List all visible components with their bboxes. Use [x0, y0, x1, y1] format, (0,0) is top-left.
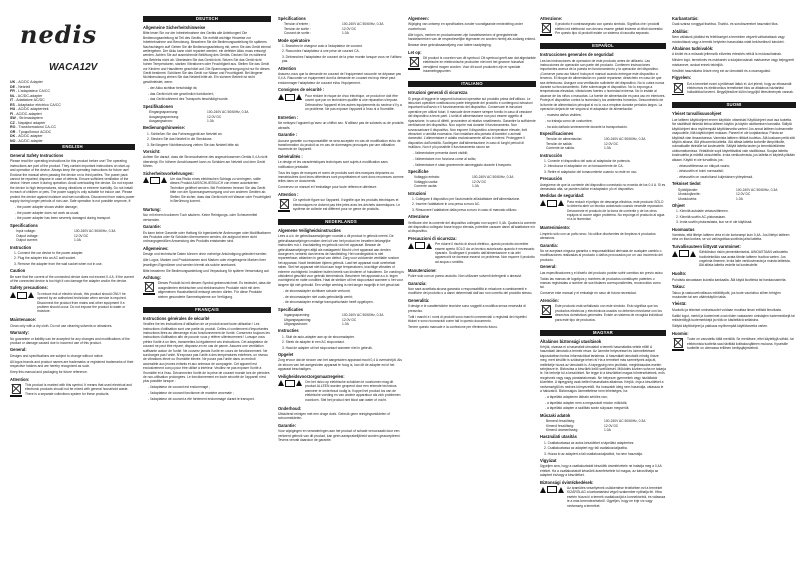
bullet: - a tápellátó adapter a szállítás során súlyosan megsérült.	[545, 406, 630, 411]
spec-row: Tensión de salida: 12.0V DC	[546, 141, 619, 146]
step: 3. Rimuovere l'adattatore dalla presa a muro in caso di mancato utilizzo.	[412, 207, 518, 212]
paragraph: Varmista, että liitetyn laitteen virta ei ole korkeampi kuin 0,4A. Jos liitetyn laitteen virta on liian korkea, se voi vahingoittaa sovitinta ja/tai laitetta.	[672, 233, 790, 242]
spec-row: Corrente uscita: 1.0A	[414, 184, 479, 189]
section-banner-magyar: MAGYAR	[540, 330, 666, 336]
weee-bin-icon	[672, 337, 684, 351]
paragraph: Per ridurre il rischio di shock elettrico, questo prodotto dovrebbe essere aperto SOLO da un tecnico autorizzato quando è necessario ripararlo. Scollegare il prodotto dall'alimentazione e da altri apparecchi se dovesse esserci un problema. Non esporre il prodotto ad acqua o umidità.	[435, 242, 535, 264]
spec-row: Uitgangsstroom: 1.0A	[284, 321, 349, 326]
step: 1. Sluit de auto-adapter aan op de stroomadapter.	[282, 334, 355, 339]
paragraph: Si prega di leggere le seguenti istruzioni operative sul prodotto prima dell'utilizzo. Le istruzioni operative costituiscono parte integrante del prodotto e contengono istruzioni importanti sull'avvio e il funzionamento del dispositivo. Conservare le istruzioni operative per utilizzi futuri. Il manuale deve essere sempre fornito in caso di cessione del dispositivo a terze parti. L'unità di alimentazione non può essere oggetto di riparazione; in caso di difetti, provvedere al relativo smaltimento. Garantire la sufficiente ventilazione del dispositivo. Non coprire mai durante il funzionamento. Non sovraccaricare il dispositivo. Non esporre il dispositivo a temperature elevate, forti vibrazioni o umidità eccessiva. Non installare alla portata di bambini o animali domestici. L'alimentatore è adatto esclusivamente all'uso in interni. Proteggere il dispositivo dall'umidità. Scollegare dall'alimentazione in caso di lunghi periodi di inutilizzo. Non è più possibile il funzionamento sicuro se:	[408, 96, 536, 150]
spec-row: Voltaggio entrata: 100-240V AC 50/60Hz, 0.3A	[414, 175, 514, 180]
heading: Onderhoud:	[278, 405, 302, 411]
heading: Especificaciones	[540, 130, 574, 136]
heading: Algemeen:	[408, 16, 429, 21]
step: 1. Conecte el dispositivo del auto al adaptador de potencia.	[544, 158, 631, 163]
section-banner-deutsch: DEUTSCH	[143, 16, 271, 22]
paragraph: Non sarà accettata alcuna garanzia o responsabilità in relazione a cambiamenti e modifiche del prodotto o a danni determinati dall'uso non corretto del prodotto stesso.	[408, 287, 533, 296]
heading: Precaución	[540, 176, 563, 182]
paragraph: Achten Sie darauf, dass die Stromaufnahme des angeschlossenen Geräts 0,4 A nicht übersteigt. Ein höherer Anschlusswert kann zu Schäden am Netzteil und dem Gerät führen.	[143, 155, 268, 169]
heading: Huomio:	[672, 330, 689, 336]
step: 1. Kiinnitä autolaite virtasovittimeen.	[676, 209, 729, 214]
heading: Consignes de sécurité :	[278, 87, 325, 93]
heading: Ohjeet	[672, 202, 685, 208]
paragraph: Tous les logos de marques et noms de produits sont des marques déposées ou immatriculées dont leurs détenteurs sont propriétaires et sont donc reconnues comme telles dans ce documents.	[278, 170, 404, 184]
paragraph: Aucune garantie ou responsabilité ne sera acceptée en cas de modification et/ou de transformation du produit ou en cas de dommages provoqués par une utilisation incorrecte de l'appareil.	[278, 138, 401, 152]
column-english	[10, 142, 135, 398]
paragraph: Csak száraz ronggyal tisztítsa. Tisztító- és súrolószereket használni tilos.	[672, 22, 779, 27]
heading: Yleistä:	[672, 301, 687, 307]
step: 1. Collegare il dispositivo per l'automobile all'adattatore dell'alimentazione.	[412, 196, 521, 201]
step: 3. Bei längerer Nichtbenutzung ziehen Sie das Netzteil bitte ab.	[147, 142, 240, 147]
paragraph: Alle Logos, Marken und Produktnamen sind Marken oder eingetragene Marken ihrer jeweiligen Eigentümer und werden hiermit als solche anerkannt.	[143, 258, 266, 267]
heading: Specificaties	[278, 306, 304, 312]
step: 2. Inserire l'adattatore in una presa a muro AC.	[412, 202, 481, 207]
language-item: GR - Τροφοδοτικό AC/DC	[10, 129, 52, 134]
step: 3. Irrota sovitin pistorasiasta, kun se ei ole käytössä.	[676, 220, 753, 225]
bullet: - de stroomadapter zichtbare schade vertoont;	[283, 288, 351, 293]
bullet: - virtasovitin ei toimi normaalisti;	[677, 169, 724, 174]
heading: Instruction	[10, 244, 32, 250]
heading: Garantie:	[143, 224, 161, 230]
paragraph: Nem vállalunk jótállást és felelősséget a terméken végzett változtatások vagy módosítások vagy a termék helytelen használata miatt bekövetkező károkért.	[672, 35, 785, 44]
section-banner-francais: FRANÇAIS	[143, 307, 271, 313]
heading: Attenzione	[408, 214, 429, 220]
heading: Warranty:	[10, 330, 29, 336]
paragraph: Pulire solo con un panno asciutto. Non utilizzare solventi detergenti o abrasivi.	[408, 274, 522, 279]
heading: Generalità:	[408, 297, 430, 303]
spec-row: Bemenő feszültség: 100-240V AC 50/60Hz, 0.3A	[546, 419, 646, 424]
paragraph: Assurez-vous que la demande en courant de l'équipement raccordé ne dépasse pas 0,4 A. Raccorder un équipement dont la demande en courant est trop élevé peut endommager l'adaptateur de courant et/ou l'équipement.	[278, 72, 402, 85]
spec-row: Syöttöjännite: 100-240V AC 50/60Hz, 0.3A	[678, 187, 778, 192]
weee-bin-icon	[672, 82, 684, 96]
weee-bin-icon	[408, 56, 420, 70]
section-banner-espanol: ESPAÑOL	[540, 43, 666, 49]
bullet: - der Akku sichtbar beschädigt ist;	[148, 85, 198, 90]
heading: Használati utasítás	[540, 434, 577, 440]
paragraph: Későbbi használatra őrizze meg ezt az útmutatót és a csomagolást.	[672, 68, 771, 73]
section-banner-suomi: SUOMI	[672, 102, 796, 108]
bullet: - l'adaptateur de courant fonctionne de manière anormale ;	[148, 391, 234, 396]
paragraph: Es kann keine Garantie oder Haftung für irgendwelche Änderungen oder Modifikationen des Produkts oder für Schäden übernommen werden, die aufgrund einer nicht ordnungsgemäßen Anwendung des Produkts entstanden sind.	[143, 230, 271, 244]
step: 1. Connect the car device to the power adapter.	[14, 250, 84, 255]
heading: Istruzioni generali di sicurezza	[408, 90, 468, 96]
language-item: RO - Transformatorul CA-CC	[10, 125, 57, 129]
heading: Sicherheitsvorkehrungen:	[143, 170, 194, 176]
heading: Atención:	[540, 297, 559, 303]
section-banner-italiano: ITALIANO	[408, 81, 536, 87]
electric-warning-icon	[672, 250, 696, 257]
paragraph: Kaikki logot, merkit ja tuotenimet ovat niiden vastaavien omistajien tuotemerkkejä tai rekisteröityjä tuotemerkkejä ja niitä on käsiteltävä sellaisina.	[672, 313, 795, 323]
electric-warning-icon	[408, 242, 432, 249]
column-francais-nederlands	[278, 14, 404, 444]
paragraph: Um das Risiko eines elektrischen Schlags zu verringern, sollte dieses Produkt AUSSCHLIESSLICH von einem autorisierten Techniker geöffnet werden. Bei Problemen trennen Sie das Gerät bitte von der Spannungsversorgung und von anderen Geräten ab. Stellen Sie sicher, dass das Gerät nicht mit Wasser oder Feuchtigkeit in Berührung kommt.	[170, 176, 271, 203]
paragraph: Minden logó, terméknév és márkanév a tulajdonosának márkaneve vagy bejegyzett márkaneve, azokat ennek tekintjük.	[672, 58, 794, 67]
column-deutsch	[143, 14, 271, 402]
language-item: ES - Adaptador eléctrico CA/CC	[10, 102, 61, 107]
heading: Instrucción	[540, 152, 563, 158]
spec-row: Tensión de alimentación: 100-240V AC 50/60Hz, 0.3A	[546, 137, 646, 142]
heading: Istruzioni	[408, 190, 427, 196]
spec-row: Ulostulovirta: 1.0A	[678, 196, 743, 201]
paragraph: Dit product is voorzien van dit symbool. Dit symbool geeft aan dat afgedankte elektrische en elektronische producten niet met het gewone huisafval verwijderd mogen worden. Voor dit soort producten zijn er speciale inzamelingspunten.	[423, 56, 536, 74]
bullet: - l'alimentatore non funziona come al solito;	[413, 156, 477, 161]
step: 2. Csatlakoztassa az adaptert egy fali csatlakozóaljzatba.	[544, 446, 628, 451]
heading: Műszaki adatok	[540, 412, 571, 418]
bullet: - das Gerät nicht wie gewöhnlich funktioniert;	[148, 91, 214, 96]
heading: Tekniset tiedot	[672, 181, 701, 187]
electric-warning-icon	[540, 486, 564, 493]
electric-warning-icon	[10, 292, 34, 299]
heading: Vigyázat	[540, 458, 557, 464]
heading: Specifications	[10, 222, 38, 228]
heading: Maintenance:	[10, 317, 37, 323]
heading: Allgemeine Sicherheitshinweise	[143, 25, 206, 30]
heading: Algemene Veiligheidsinstructies	[278, 228, 341, 233]
language-item: UK - AC/DC Adapter	[10, 80, 43, 84]
electric-warning-icon	[143, 177, 167, 184]
bullet: - de stroomadapter niet zoals gebruikelijk werkt;	[283, 294, 353, 299]
electric-warning-icon	[278, 94, 302, 101]
language-item: IT - Adattatore AC/DC	[10, 98, 45, 102]
paragraph: To reduce risk of electric shock, this product should ONLY be opened by an authorized technician when service is required. Disconnect the product from mains and other equipment if a problem should occur. Do not expose the product to water or moisture.	[37, 291, 127, 314]
heading: Attention :	[278, 191, 299, 197]
electric-warning-icon	[540, 200, 564, 207]
spec-row: Tension d'entrée : 100-240V AC 50/60Hz, 0.3A	[284, 22, 384, 27]
heading: Turvallisuuteen liittyvät varotoimet:	[672, 243, 741, 249]
paragraph: Tutti i marchi e i nomi di prodotti sono marchi commerciali o registrati dei rispettivi titolari e sono riconosciuti come tali in questo documento.	[408, 314, 527, 324]
step: 2. Stecken Sie das Netzteil in die Steckdose.	[147, 137, 213, 142]
paragraph: Säilytä käyttöohjeet ja pakkaus myöhempää käyttötarvetta varten.	[672, 324, 769, 329]
heading: Bedienungshinweise:	[143, 125, 186, 131]
bullet: - ha sido dañado severamente durante la transportación.	[545, 124, 628, 129]
heading: Allgemeines:	[143, 245, 169, 251]
paragraph: No se aceptará ninguna garantía o responsabilidad derivada de cualquier cambio o modificaciones realizadas al producto o daños provocados por un uso incorrecto del producto.	[540, 249, 663, 262]
column-nederlands-italiano	[408, 14, 536, 331]
paragraph: Este producto está señalizado con este símbolo. Esto significa que los productos eléctricos y electrónicos usados no deberán mezclarse con los desechos domésticos generales. Existe un sistema de recogida individual para este tipo de productos.	[555, 304, 663, 322]
bullet: - l'alimentatore è stato gravemente danneggiato durante il trasporto.	[413, 162, 513, 167]
paragraph: Para reducir el peligro de descarga eléctrica, este producto SÓLO lo debería abrir un técnico autorizado cuando necesite reparación. Desconecte el producto de la toma de corriente y de los otros equipos si ocurre algún problema. No exponga el producto al agua ni a la humedad.	[567, 199, 665, 222]
paragraph: Verificare che la corrente del dispositivo collegato non superi i 0,4A. Qualora la corrente del dispositivo collegato fosse troppo elevata, potrebbe causare danni all'adattatore e/o al dispositivo.	[408, 220, 536, 234]
step: 3. Haal de adapter uit het stopcontact wanneer niet in gebruik.	[282, 345, 373, 350]
heading: Garantía:	[540, 242, 558, 248]
heading: Garantie :	[278, 132, 298, 138]
heading: Attention:	[10, 376, 30, 382]
section-banner-english: ENGLISH	[10, 144, 135, 150]
heading: Instructions générales de sécurité	[143, 315, 210, 321]
column-espanol	[540, 14, 666, 510]
spec-row: Ingangsspanning: 100-240V AC 50/60Hz, 0.3A	[284, 313, 384, 318]
heading: Yleiset turvallisuusohjeet	[672, 111, 722, 117]
paragraph: Todas las marcas de logotipos y nombres de productos constituyen patentes o marcas registradas a nombre de sus titulares correspondientes, reconocidos como tal.	[540, 276, 661, 290]
paragraph: Dieses Produkt ist mit diesem Symbol gekennzeichnet. Es bedeutet, dass die ausgedienten elektrischen und elektronischen Produkte nicht mit dem allgemeinen Haushaltsmüll entsorgt werden dürfen. Für diese Produkte stehen gesonderte Sammelsysteme zur Verfügung.	[158, 281, 271, 299]
heading: Precauzioni di sicurezza:	[408, 235, 457, 241]
bullet: - l'adaptateur de courant est endommagé ;	[148, 385, 211, 390]
paragraph: Ügyeljen arra, hogy a csatlakoztatott készülék áramfelvétele ne haladja meg a 0,4A értéket. Ha a csatlakoztatott készülék áramfelvétele túl magas, az károsíthatja az adaptert és/vagy a készüléket.	[540, 464, 662, 478]
heading: Mode opératoire	[278, 37, 310, 43]
paragraph: A kivitel és a műszaki jellemzők előzetes értesítés nélkül is módosulhatnak.	[672, 52, 782, 57]
bullet: - the power adapter has been severely damaged during transport.	[15, 216, 111, 221]
spec-row: Input voltage: 100-240V AC 50/60Hz, 0.3A	[16, 229, 116, 234]
heading: Spezifikationen	[143, 103, 174, 109]
paragraph: Alle logo's, merken en productnamen zijn handelsmerken of geregistreerde handelsmerken van de respectievelijke eigenaren en worden hierbij als zodanig erkend.	[408, 32, 536, 42]
heading: Mantenimiento:	[540, 225, 571, 231]
heading: Jótállás:	[672, 28, 689, 34]
weee-bin-icon	[143, 281, 155, 295]
spec-row: Output current: 1.0A	[16, 238, 81, 243]
step: 1. Branchez le chargeur auto à l'adaptateur de courant.	[282, 44, 363, 49]
spec-row: Uitgangsspanning: 12.0V DC	[284, 317, 357, 322]
spec-row: Ausgangsstrom: 1.0A	[149, 118, 214, 123]
weee-bin-icon	[278, 198, 290, 212]
paragraph: Design und technische Daten können ohne vorherige Ankündigung geändert werden.	[143, 252, 268, 257]
heading: General:	[10, 347, 27, 353]
heading: Entretien :	[278, 114, 299, 120]
paragraph: Lees a.u.b. de gebruiksaanwijzingen voordat u dit product in gebruik neemt. De gebruiksaanwijzingen maken deel uit van het product en bevatten belangrijke instructies m.b.t. inschakeling en gebruik van het apparaat. Bewaar de gebruiksaanwijzingen altijd als naslagwerk! Mocht u het apparaat aan derden doorgeven, verstrek dan tevens de handleiding. Het voedingsblok is niet repareerbaar; afdanken in geval van defect. Zorg voor voldoende ventilatie rondom het apparaat. Nooit bedekken tijdens gebruik. Laat het apparaat nooit overbelast raken. Stel het apparaat niet bloot aan hoge temperaturen, krachtige vibraties of extreme vochtigheid. Installeer buiten bereik van kinderen of huisdieren. De voeding is uitsluitend geschikt voor gebruik binnenshuis. Bescherm het apparaat a.u.b. tegen vochtigheid en natte condities. Haal de stekker uit het stopcontact wanneer u het voor langere tijd niet gebruikt. Een veilige werking is niet langer mogelijk in het geval dat:	[278, 234, 404, 287]
heading: Attenzione:	[540, 16, 563, 21]
paragraph: Las especificaciones y el diseño del producto podrán sufrir cambios sin previo aviso.	[540, 270, 664, 275]
paragraph: Il prodotto è contrassegnato con questo simbolo. Significa che i prodotti elettrici ed elettronici non devono essere gettati insieme ai rifiuti domestici. Per questo tipo di prodotti esiste un sistema di raccolta separato.	[555, 22, 664, 36]
paragraph: Conservez ce manuel et l'emballage pour toute référence ultérieure.	[278, 185, 378, 190]
heading: Karbantartás:	[672, 16, 699, 21]
step: 3. Húzza ki az adaptert a fali csatlakozóaljzatból, ha nem használja.	[544, 451, 643, 456]
paragraph: Ezt a terméket ezzel a jelöléssel láttuk el. Azt jelenti, hogy az elhasznált elektromos és elektronikus termékeket tilos az általános háztartási hulladékkal keverni. Begyűjtésükre külön begyűjtő létesítmények vannak.	[687, 81, 794, 95]
weee-bin-icon	[540, 22, 552, 36]
paragraph: Uitsluitend reinigen met een droge doek. Gebruik geen reinigingsmiddelen of schuurmiddelen.	[278, 412, 390, 421]
model-number: WACA12V	[49, 62, 98, 73]
heading: Instructies	[278, 328, 299, 334]
paragraph: Ce symbole figure sur l'appareil. Il signifie que les produits électriques et électroniques ne doivent pas être jetés avec les déchets domestiques. Le système de collecte est différent pour ce genre de produits.	[293, 198, 401, 211]
heading: General:	[540, 264, 557, 270]
heading: Opgelet	[278, 351, 294, 357]
bullet: - l'adaptateur de courant a été fortement endommagé durant le transport.	[148, 396, 255, 401]
step: 3. Débranchez l'adaptateur de courant de la prise murale lorsque vous ne l'utilisez pas.	[282, 54, 402, 64]
paragraph: Límpielo sólo con un paño seco. No utilice disolventes de limpieza ni productos abrasivos.	[540, 231, 656, 241]
paragraph: Lue laitteen käyttöohjeet ennen käyttöön ottamista! Käyttöohjeet ovat osa tuotetta. Ne sisältävät tärkeää tietoa laitteen käytön ja käytön aloittamisen kannalta. Säilytä käyttöohjeet aina myöhempää käyttötarvetta varten! Jos annat laitteen kolmannelle osapuolelle, liitä käyttöohjeet mukaan. Paneeli ei ole korjattavissa. Poista se käytöstä vian ilmaantuessa. Varmista laitteen riittävä tuuletus. Älä koskaan peitä sitä käytön aikana. Älä ylikuormita laitetta. Älä altista laitetta korkeille lämpötiloille, voimakkaille tärinälle tai kosteudelle. Säilytä laitetta lasten ja lemmikkieläinten ulottumattomissa. Virtalähde sopii käytettäväksi vain sisätiloissa. Suojaa laitetta kosteudelta ja märiltä olosuhteilta. Irrota verkkovirrasta, jos laitetta ei käytetä pitkään aikaan. Käyttö ei ole turvallista, jos:	[672, 117, 795, 162]
bullet: - l'alimentatore presenta danni visibili;	[413, 151, 468, 156]
step: 2. Kiinnitä sovitin AC-pistorasiaan.	[676, 214, 726, 219]
heading: Wartung:	[143, 207, 161, 212]
heading: Garanzia:	[408, 280, 427, 286]
bullet: - no trabaja como de costumbre;	[545, 118, 593, 123]
paragraph: Conserve este manual y el embalaje en caso de futura necesidad.	[540, 291, 637, 296]
paragraph: Kérjük, olvassa el a használati útmutatót a termék használatba vétele előtt! A használati útmutató a termék része. Az üzembe helyezéssel és üzemeltetéssel kapcsolatban fontos információkat tartalmaz. A használati útmutatót mindig őrizze meg, mert később is szüksége lehet rá! Ha a terméket más személynek adja át, mellékelje hozzá az útmutatót is. A tápegység nem javítható, meghibásodás esetén selejtezze le. Biztosítsa a készülék kellő szellőzését. Működés közben soha ne takarja le. Ne terhelje túl a készüléket. Ne tegye ki a készüléket magas hőmérsékletnek, erős rezgésnek vagy nagy páratartalomnak. Ne helyezze gyermekek vagy háziállatok közelébe. A tápegység csak beltéri használatra alkalmas. Kérjük, óvja a készüléket a nedvességtől és nedves környezettől. Ha hosszabb ideig nem használja, válassza le a hálózatról. Biztonságos üzemeltetése nem lehetséges, ha:	[540, 344, 666, 393]
spec-row: Eingangsspannung: 100-240V AC 50/60Hz, 0.3A	[149, 110, 249, 115]
heading: Achtung:	[143, 275, 161, 281]
paragraph: Lea las instrucciones de operación de este producto antes de utilizarlo. Las instrucciones de operación son parte del producto. Contienen instrucciones importantes acerca de la puesta en funcionamiento y la operación del dispositivo. ¡Conserve para uso futuro! Incluya el manual cuando entregue este dispositivo a terceros. El bloque de alimentación no puede repararse; deséchelo en caso de que sea defectuoso. Asegure una ventilación suficiente del dispositivo. No lo cubra nunca durante su funcionamiento. Evite sobrecargar el dispositivo. No lo exponga a temperaturas elevadas, vibraciones fuertes o humedad extrema. No lo instale al alcance de los niños o mascotas. La fuente de alimentación es para uso en interiores. Proteja el dispositivo contra la humedad y los ambientes húmedos. Desconéctelo de la fuente de alimentación principal si no lo va a emplear durante periodos largos. La operación dejará de ser segura si el adaptador de alimentación:	[540, 58, 666, 112]
bullet: - virtasovitin on vaurioitunut kuljetuksen yhteydessä.	[677, 174, 754, 179]
step: 2. Steek de adapter in een AC stopcontact.	[282, 340, 345, 345]
paragraph: Bitte bewahren Sie Bedienungsanleitung und Verpackung für spätere Verwendung auf.	[143, 268, 270, 273]
language-item: CZ - Napájecí adaptér	[10, 120, 46, 125]
column-magyar-suomi	[672, 14, 796, 352]
language-item: FI - AC/DC-adapteri	[10, 111, 42, 116]
paragraph: Az áramütés veszélyének csökkentése érdekében ezt a terméket KIZÁRÓLAG a karbantartást végző szakember nyithatja fel. Hiba esetén húzza ki a termék csatlakozóját a konnektorból, és válassza le a más berendezésekről. Ügyeljen, hogy ne érje víz vagy nedvesség a terméket.	[567, 486, 666, 508]
language-item: NL - AC/DC-adapter	[10, 93, 43, 98]
bullet: - a tápellátó adapteren látható sérülés van;	[545, 394, 608, 399]
language-item: SW - Strömadaptern	[10, 116, 43, 120]
spec-row: Voltaggio uscita: 12.0V DC	[414, 179, 487, 184]
heading: General Safety Instructions	[10, 153, 64, 158]
bullet: - muestra daños visibles;	[545, 113, 582, 118]
heading: Let op:	[408, 49, 422, 55]
spec-row: Ulostulojännite: 12.0V DC	[678, 192, 751, 197]
paragraph: Bitte lesen Sie vor der Inbetriebnahme des Geräts alle Anleitungen! Die Bedienungsanleitung ist Teil des Geräts. Sie enthält wichtige Hinweise zur Inbetriebnahme und Benutzung. Bewahren Sie die Bedienungsanleitung für späteres Nachschlagen auf! Geben Sie die Bedienungsanleitung mit, wenn Sie das Gerät einmal weitergeben. Der Akku kann nicht repariert werden, ein defekter Akku muss entsorgt werden. Achten Sie auf ausreichende Belüftung des Geräts. Decken Sie es während des Betriebs nicht ab. Überlasten Sie das Gerät nicht. Setzen Sie das Gerät nicht hohen Temperaturen, starken Vibrationen oder Feuchtigkeit aus. Stellen Sie das Gerät vor Kindern und Haustieren geschützt auf. Die Spannungsversorgung ist nur für dieses Gerät bestimmt. Schützen Sie das Gerät vor Nässe und Feuchtigkeit. Bei längerer Nichtbenutzung ziehen Sie das Netzteil bitte ab. Ein sicherer Betrieb ist nicht gewährleistet, wenn:	[143, 31, 271, 84]
paragraph: Tenere questo manuale e la confezione per riferimento futuro.	[408, 325, 498, 330]
heading: Veiligheidsvoorzorgsmaatregelen:	[278, 373, 345, 379]
heading: Caution	[10, 268, 26, 274]
paragraph: Please read the operating instructions for this product before use! The operating instructions are part of the product. They contain important instructions on start-up and operation of the device. Always keep the operating instructions for future use! Enclose the manual when passing the device on to third parties. The power pack cannot be repaired; dispose in case of defects. Ensure sufficient ventilation of the device. Never cover it during operation. Avoid overloading the device. Do not expose the device to high temperatures, strong vibrations or extreme humidity. Do not install in reach of children or pets. The power supply is only suitable for indoor use. Please protect the device against moisture and wet conditions. Disconnect from mains power supply during longer periods of non-use. Safe operation is not possible anymore, if:	[10, 159, 135, 204]
language-item: FR - L'adaptateur CA/CC	[10, 89, 51, 93]
heading: Takuu:	[672, 284, 686, 290]
paragraph: No guarantee or liability can be accepted for any changes and modifications of the product or damage caused due to incorrect use of this product.	[10, 336, 130, 345]
heading: Vorsicht:	[143, 148, 161, 154]
paragraph: Wijziging van ontwerp en specificaties zonder voorafgaande mededeling onder voorbehoud.	[408, 22, 523, 31]
paragraph: Keep this manual and packaging for future reference.	[10, 370, 88, 375]
heading: Figyelem:	[672, 75, 692, 81]
paragraph: Nur mit einem trockenen Tuch säubern. Keine Reinigungs- oder Scheuermittel verwenden.	[143, 213, 258, 222]
electric-warning-icon	[278, 380, 302, 387]
heading: Biztonsági óvintézkedések:	[540, 479, 594, 485]
paragraph: Il design e le caratteristiche tecniche sono soggetti a modifica senza necessità di preavviso.	[408, 304, 526, 313]
paragraph: Be sure that the current of the connected device does not exceed 0.4 A. If the current of the connected device is too high it can damage the adapter and/or the device.	[10, 274, 135, 283]
spec-row: Courant de sortie : 1.0A	[284, 31, 349, 36]
step: 1. Csatlakoztassa az autós készüléket a tápellátó adapterhez.	[544, 440, 635, 445]
step: 2. Plug the adapter into an AC wall socket.	[14, 256, 76, 261]
language-list	[10, 80, 61, 143]
step: 1. Schließen Sie das Fahrzeuggerät am Netzteil an.	[147, 131, 223, 136]
paragraph: Sähköiskun riskin pienentämiseksi, AINOASTAAN valtuutettu huoltoteknikko saa avata tämän laitteen huoltoa varten. Jos ongelmia ilmenee, irrota laite verkkovirrasta ja muista laitteista. Älä altista laitetta vedelle tai kosteudelle.	[699, 250, 791, 268]
paragraph: Clean only with a dry cloth. Do not use cleaning solvents or abrasives.	[10, 323, 113, 328]
weee-bin-icon	[540, 304, 552, 318]
bullet: - a tápellátó adapter nem a megszokott módon működik;	[545, 400, 628, 405]
bullet: - de stroomadapter ernstige transportschade heeft opgelopen.	[283, 300, 374, 305]
heading: Specifiche	[408, 168, 429, 174]
paragraph: Asegúrese de que la corriente del dispositivo conectado no exceda de los 0.4 A. Si es demasiado alta, se pueden dañar el adaptador y/o el dispositivo.	[540, 182, 666, 191]
cover-logo: nedis	[20, 20, 98, 49]
bullet: - das Gerät während des Transports beschädigt wurde.	[148, 97, 229, 102]
spec-row: Tension de sortie : 12.0V DC	[284, 26, 357, 31]
paragraph: Muotoilu ja tekniset ominaisuudet voidaan muuttaa ilman erillistä ilmoitusta.	[672, 307, 782, 312]
heading: Huomautus	[672, 226, 695, 232]
paragraph: Tuote on varustettu tällä merkillä. Se merkitsee, ettei käytettyjä sähkö- tai elektronisia tuotteita saa hävittää kotitalousjätteen mukana. Kyseisille tuotteille on olemassa erillinen keräysjärjestelmä.	[687, 337, 794, 350]
heading: Attention	[278, 65, 296, 71]
heading: Általános biztonsági utasítások	[540, 338, 602, 344]
heading: Medidas de seguridad:	[540, 193, 585, 199]
spec-row: Kimenő áramerősség: 1.0A	[546, 428, 611, 432]
heading: Instrucciones generales de seguridad	[540, 52, 614, 58]
heading: Általános tudnivalók:	[672, 46, 714, 52]
paragraph: Bewaar deze gebruiksaanwijzing voor latere raadpleging.	[408, 43, 492, 48]
heading: Manutenzione:	[408, 267, 437, 273]
paragraph: This product is marked with this symbol. It means that used electrical and electronic products should not be mixed with general household waste. There is a separate collections system for these products.	[25, 383, 132, 396]
paragraph: Om het risico op elektrische schokken te voorkomen mag dit product ALLEEN worden geopend door een erkende technicus wanneer er onderhoud nodig is. Koppel het product los van de elektrische voeding en van andere apparatuur als zich problemen voordoen. Stel het product niet bloot aan water of vocht.	[305, 379, 401, 402]
language-item: HU - AC/DC adaptertrek	[10, 107, 49, 111]
section-banner-nederlands: NEDERLANDS	[278, 219, 404, 225]
bullet: - the power adapter does not work as usual;	[15, 210, 80, 215]
language-item: DE - Netzteil	[10, 84, 31, 89]
step: 3. Retire el adaptador del tomacorriente cuando no esté en uso.	[544, 169, 638, 174]
paragraph: Veuillez lire les instructions d'utilisation de ce produit avant toute utilisation ! Les instructions d'utilisation sont une partie du produit. Celles-ci contiennent d'importantes instructions liées au démarrage et au fonctionnement de l'unité. Conservez toujours les instructions d'utilisation afin de pouvoir vous y référer ultérieurement ! Lorsque vous prêtez l'unité à un tiers, transmettez-lui également ces instructions. Cet adaptateur de courant ne peut être réparé, disposez-en en cas de panne. Assurez une ventilation suffisante autour de l'unité. Ne couvrez jamais l'unité en cours de fonctionnement. Ne surchargez pas l'unité. N'exposez pas l'unité à des températures extrêmes, un niveau de vibrations élevé ou l'humidité élevée. Ne posez pas l'unité dans un endroit accessible aux jeunes enfants et aux animaux de compagnie. Cet appareil est exclusivement conçu pour être utilisé à intérieur. Veuillez ne pas exposer l'unité à l'humidité et à l'eau. Déconnectez l'unité de la prise de courant murale lors de périodes de non-utilisation prolongées. Le fonctionnement en toute sécurité de l'appareil n'est plus possible lorsque :	[143, 322, 270, 384]
paragraph: Le design et les caractéristiques techniques sont sujets à modification sans notification préalable.	[278, 160, 388, 169]
paragraph: All logos brands and product names are trademarks or registered trademarks of their respective holders and are hereby recognized as such.	[10, 359, 134, 369]
paragraph: Pour réduire le risque de choc électrique, ce produit ne doit être ouvert que par un technicien qualifié si une réparation s'impose. Débranchez l'appareil et les autres équipements du secteur s'il y a un problème. Ne pas exposer l'appareil à l'eau ni à l'humidité.	[305, 93, 402, 111]
language-item: DK - AC/DC adapter	[10, 134, 43, 138]
spec-row: Corriente de salida: 1.0A	[546, 146, 611, 151]
heading: Généralités :	[278, 153, 303, 159]
paragraph: Takuu ja vastuuvelvollisuus mitätöityvät, jos tuote vaurioituu siihen tehtyjen muutosten tai sen väärinkäytön takia.	[672, 290, 781, 300]
paragraph: Zorg ervoor dat de stroom van het aangesloten apparaat mooit 0,4 A overschrijdt. Als de stroom van het aangesloten apparaat te hoog is, kan dit de adapter en/of het apparaat beschadigen.	[278, 358, 402, 372]
step: 3. Remove the adapter from the wall socket when not in use.	[14, 261, 103, 266]
spec-row: Kimenő feszültség: 12.0V DC	[546, 423, 619, 428]
spec-row: Output voltage: 12.0V DC	[16, 233, 89, 238]
spec-row: Ausgangsspannung: 12.0V DC	[149, 114, 222, 119]
paragraph: Ne nettoyez l'appareil qu'avec un chiffon sec. N'utilisez pas de solvants ou de produits abrasifs.	[278, 121, 404, 130]
paragraph: Puhdista ainoastaan kuivalla kankaalla. Älä käytä liuottimia tai hankausaineita.	[672, 277, 787, 282]
heading: Garantie:	[278, 422, 296, 428]
heading: Spécifications	[278, 16, 306, 21]
bullet: - the power adapter shows visible damage;	[15, 205, 78, 210]
language-item: NO - AC/DC adapter	[10, 138, 43, 143]
paragraph: Voor wijzigingen en veranderingen aan het product of schade veroorzaakt door een verkeerd gebruik van dit product, kan geen aansprakelijkheid worden geaccepteerd. Tevens vervalt daardoor de garantie.	[278, 429, 401, 443]
heading: Huolto:	[672, 271, 687, 277]
step: 2. Introduzca el adaptador en un tomacorriente de CA.	[544, 164, 624, 169]
step: 2. Raccordez l'adaptateur à une prise de courant CA.	[282, 49, 360, 54]
bullet: - virtasovittimessa on näkyvä vaurio;	[677, 163, 731, 168]
weee-bin-icon	[10, 383, 22, 397]
paragraph: Designs and specifications are subject to change without notice.	[10, 353, 104, 358]
heading: Safety precautions:	[10, 285, 48, 291]
